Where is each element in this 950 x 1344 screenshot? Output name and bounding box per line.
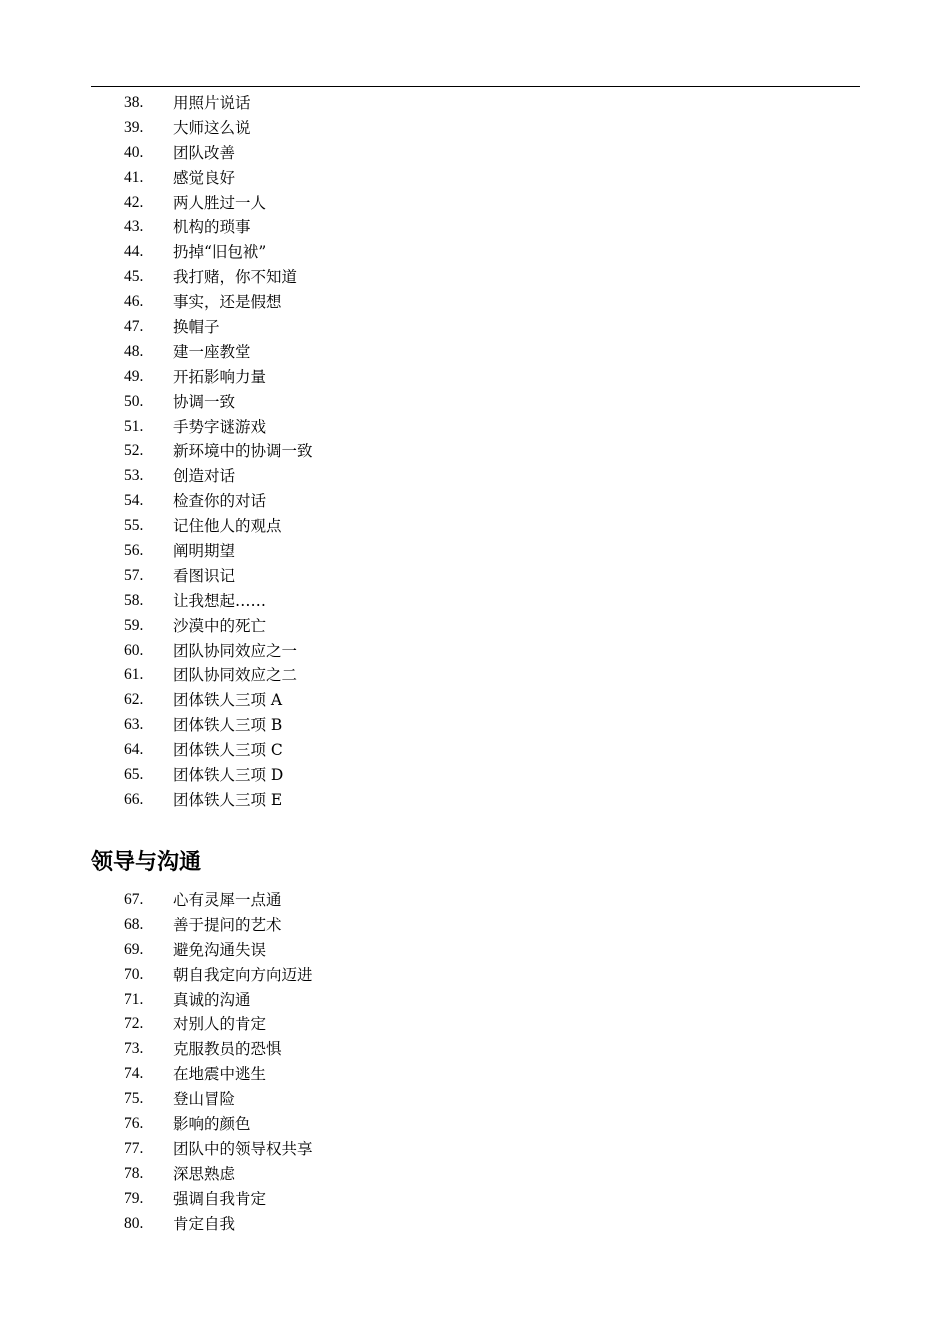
item-number: 77. [124,1139,144,1157]
item-title: 团体铁人三项 B [173,716,283,735]
item-number: 70. [124,965,144,983]
item-title: 用照片说话 [173,94,251,112]
item-title: 避免沟通失误 [173,940,267,959]
item-title: 对别人的肯定 [173,1015,267,1034]
item-number: 80. [124,1214,144,1232]
item-number: 48. [124,342,144,360]
item-number: 45. [124,268,144,286]
item-number: 62. [124,691,144,709]
item-number: 53. [124,467,144,485]
item-number: 42. [124,193,144,211]
item-title: 看图识记 [173,566,236,585]
item-title: 让我想起…… [173,591,267,610]
item-title: 强调自我肯定 [173,1189,267,1208]
item-number: 43. [124,218,144,236]
item-title: 阐明期望 [173,542,236,561]
item-title: 团体铁人三项 E [173,790,283,809]
item-number: 56. [124,542,144,560]
item-number: 39. [124,118,144,136]
item-title: 扔掉“旧包袱” [173,243,267,262]
item-number: 49. [124,367,144,385]
item-title: 沙漠中的死亡 [173,616,267,635]
item-title: 团队协同效应之一 [173,641,298,660]
item-number: 65. [124,766,144,784]
item-title: 换帽子 [173,318,220,337]
item-number: 79. [124,1189,144,1207]
item-title: 开拓影响力量 [173,367,267,386]
item-title: 协调一致 [173,392,236,411]
item-number: 72. [124,1015,144,1033]
item-number: 60. [124,641,144,659]
item-number: 44. [124,243,144,261]
item-title: 团队协同效应之二 [173,666,298,685]
item-number: 40. [124,143,144,161]
item-title: 朝自我定向方向迈进 [173,965,313,984]
item-number: 59. [124,616,144,634]
item-title: 在地震中逃生 [173,1065,267,1084]
item-title: 两人胜过一人 [173,193,267,212]
item-number: 67. [124,891,144,908]
header-rule [91,86,860,87]
item-number: 47. [124,318,144,336]
item-title: 影响的颜色 [173,1115,251,1134]
item-title: 深思熟虑 [173,1164,236,1183]
item-number: 75. [124,1090,144,1108]
item-number: 51. [124,417,144,435]
item-number: 61. [124,666,144,684]
item-title: 我打赌，你不知道 [173,268,298,287]
item-title: 团体铁人三项 C [173,741,283,760]
item-title: 团体铁人三项 A [173,691,283,710]
item-number: 71. [124,990,144,1008]
item-number: 54. [124,492,144,510]
item-title: 建一座教堂 [173,342,251,361]
item-number: 63. [124,716,144,734]
item-title: 事实，还是假想 [173,293,282,312]
item-number: 46. [124,293,144,311]
item-number: 41. [124,168,144,186]
item-number: 57. [124,566,144,584]
item-title: 团体铁人三项 D [173,766,284,785]
item-number: 69. [124,940,144,958]
item-title: 记住他人的观点 [173,517,282,536]
section-heading-leadership: 领导与沟通 [91,850,202,875]
item-title: 手势字谜游戏 [173,417,267,436]
item-title: 肯定自我 [173,1214,236,1233]
item-title: 检查你的对话 [173,492,267,511]
item-number: 76. [124,1115,144,1133]
item-title: 新环境中的协调一致 [173,442,313,461]
item-number: 52. [124,442,144,460]
item-title: 善于提问的艺术 [173,915,282,934]
item-number: 55. [124,517,144,535]
item-title: 心有灵犀一点通 [173,891,282,909]
item-title: 感觉良好 [173,168,236,187]
item-title: 大师这么说 [173,118,251,137]
item-number: 68. [124,915,144,933]
item-number: 50. [124,392,144,410]
item-number: 64. [124,741,144,759]
item-title: 登山冒险 [173,1090,236,1109]
item-title: 创造对话 [173,467,236,486]
item-number: 74. [124,1065,144,1083]
item-title: 真诚的沟通 [173,990,251,1009]
item-title: 克服教员的恐惧 [173,1040,282,1059]
item-number: 73. [124,1040,144,1058]
item-title: 团队中的领导权共享 [173,1139,313,1158]
item-title: 团队改善 [173,143,236,162]
item-number: 66. [124,790,144,808]
item-number: 38. [124,94,144,111]
item-title: 机构的琐事 [173,218,251,237]
item-number: 78. [124,1164,144,1182]
item-number: 58. [124,591,144,609]
